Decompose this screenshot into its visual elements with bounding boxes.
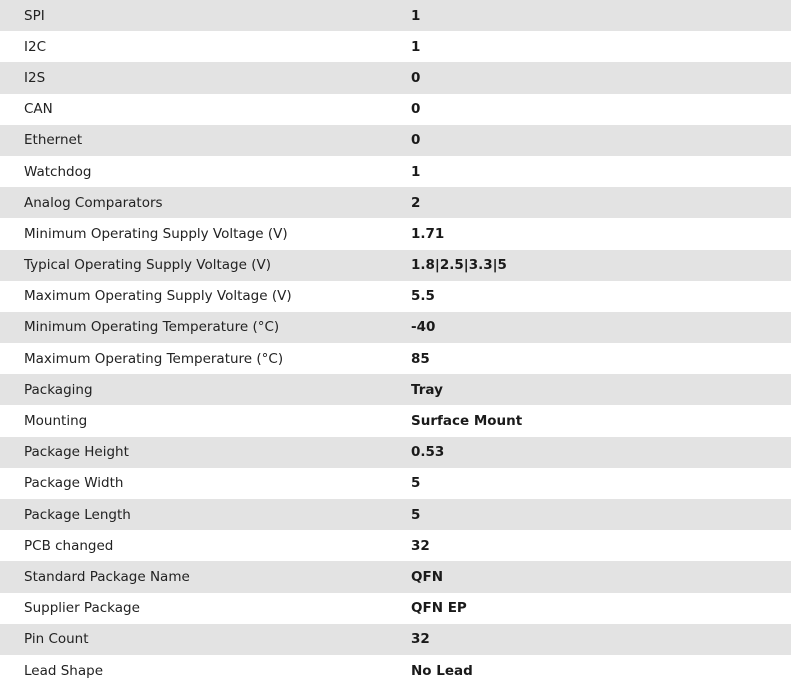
spec-label: Pin Count (24, 631, 89, 648)
spec-value: 1.71 (411, 225, 445, 242)
spec-value: 1.8|2.5|3.3|5 (411, 257, 507, 274)
spec-value: 85 (411, 350, 430, 367)
spec-row-min-supply-voltage (0, 218, 791, 249)
spec-label: Standard Package Name (24, 568, 190, 585)
spec-row-pin-count (0, 624, 791, 655)
spec-value: QFN EP (411, 600, 467, 617)
spec-value: 5 (411, 506, 421, 523)
spec-row-mounting (0, 405, 791, 436)
spec-value: 1 (411, 7, 421, 24)
spec-row-ethernet (0, 125, 791, 156)
spec-label: Package Height (24, 444, 129, 461)
spec-label: Ethernet (24, 132, 83, 149)
spec-row-package-length (0, 499, 791, 530)
spec-value: 0 (411, 132, 421, 149)
spec-value: 0 (411, 101, 421, 118)
spec-value: 0 (411, 69, 421, 86)
spec-value: 2 (411, 194, 421, 211)
spec-row-i2s (0, 62, 791, 93)
spec-label: Maximum Operating Temperature (°C) (24, 350, 284, 367)
spec-row-spi (0, 0, 791, 31)
spec-row-supplier-package (0, 593, 791, 624)
spec-label: Supplier Package (24, 600, 140, 617)
spec-label: I2C (24, 38, 46, 55)
spec-row-watchdog (0, 156, 791, 187)
spec-value: QFN (411, 568, 443, 585)
spec-value: -40 (411, 319, 436, 336)
spec-row-analog-comparators (0, 187, 791, 218)
spec-label: Maximum Operating Supply Voltage (V) (24, 288, 292, 305)
spec-row-package-height (0, 437, 791, 468)
spec-row-max-operating-temperature (0, 343, 791, 374)
spec-value: 32 (411, 631, 430, 648)
spec-value: 5.5 (411, 288, 435, 305)
spec-value: 5 (411, 475, 421, 492)
spec-label: Watchdog (24, 163, 92, 180)
spec-label: I2S (24, 69, 46, 86)
spec-row-max-supply-voltage (0, 281, 791, 312)
spec-value: 1 (411, 163, 421, 180)
spec-value: Surface Mount (411, 413, 523, 430)
spec-row-i2c (0, 31, 791, 62)
spec-value: 32 (411, 537, 430, 554)
spec-label: Analog Comparators (24, 194, 163, 211)
spec-row-packaging (0, 374, 791, 405)
spec-row-pcb-changed (0, 530, 791, 561)
spec-label: Packaging (24, 381, 93, 398)
spec-label: Minimum Operating Supply Voltage (V) (24, 225, 288, 242)
spec-value: 1 (411, 38, 421, 55)
spec-label: Lead Shape (24, 662, 103, 679)
spec-label: Minimum Operating Temperature (°C) (24, 319, 280, 336)
spec-label: Package Length (24, 506, 131, 523)
spec-label: Package Width (24, 475, 124, 492)
spec-row-typical-supply-voltage (0, 250, 791, 281)
spec-label: Mounting (24, 413, 88, 430)
spec-row-standard-package-name (0, 561, 791, 592)
spec-row-lead-shape (0, 655, 791, 686)
spec-row-package-width (0, 468, 791, 499)
spec-value: 0.53 (411, 444, 445, 461)
spec-value: No Lead (411, 662, 473, 679)
spec-row-min-operating-temperature (0, 312, 791, 343)
spec-label: SPI (24, 7, 45, 24)
spec-label: Typical Operating Supply Voltage (V) (24, 257, 271, 274)
spec-value: Tray (411, 381, 443, 398)
spec-label: CAN (24, 101, 53, 118)
spec-label: PCB changed (24, 537, 114, 554)
spec-row-can (0, 94, 791, 125)
